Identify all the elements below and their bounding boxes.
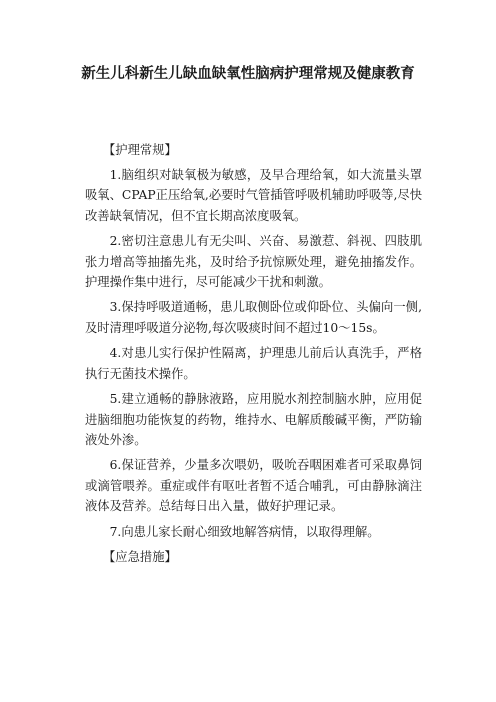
document-body — [85, 140, 422, 571]
paragraph-item-7: 7.向患儿家长耐心细致地解答病情，以取得理解。 — [109, 524, 380, 539]
paragraph-item-1: 1.脑组织对缺氧极为敏感，及早合理给氧，如大流量头罩吸氧、CPAP正压给氧,必要时气管插管呼吸机辅助呼吸等,尽快改善缺氧情况，但不宜长期高浓度吸氧。 — [85, 167, 422, 223]
paragraph-item-5: 5.建立通畅的静脉液路，应用脱水剂控制脑水肿，应用促进脑细胞功能恢复的药物，维持水、电解质酸碱平衡，严防输液处外渗。 — [85, 391, 422, 448]
paragraph-item-3: 3.保持呼吸道通畅，患儿取侧卧位或仰卧位、头偏向一侧,及时清理呼吸道分泌物,每次吸痰时间不超过10～15s。 — [85, 300, 422, 335]
section-heading-emergency-measures: 【应急措施】 — [103, 549, 177, 564]
paragraph-item-6: 6.保证营养，少量多次喂奶，吸吮吞咽困难者可采取鼻饲或滴管喂养。重症或伴有呕吐者暂不适合哺乳，可由静脉滴注液体及营养。总结每日出入量，做好护理记录。 — [85, 458, 422, 514]
document-title: 新生儿科新生儿缺血缺氧性脑病护理常规及健康教育 — [81, 66, 415, 82]
paragraph-item-4: 4.对患儿实行保护性隔离，护理患儿前后认真洗手，严格执行无菌技术操作。 — [85, 346, 422, 381]
paragraph-item-2: 2.密切注意患儿有无尖叫、兴奋、易激惹、斜视、四肢肌张力增高等抽搐先兆，及时给予抗惊厥处理，避免抽搐发作。护理操作集中进行，尽可能减少干扰和刺激。 — [85, 233, 422, 290]
section-heading-nursing-routine: 【护理常规】 — [103, 143, 177, 157]
